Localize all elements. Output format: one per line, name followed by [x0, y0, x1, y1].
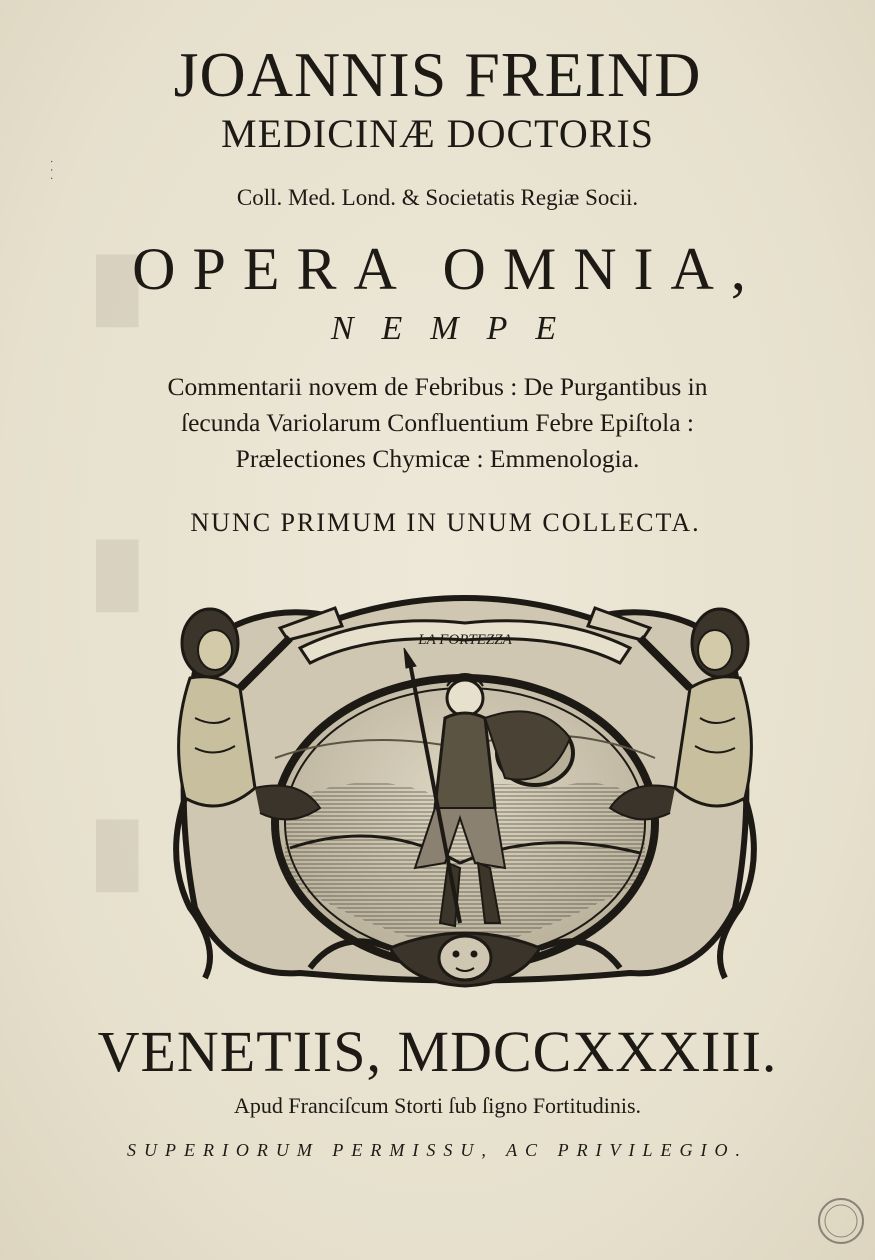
- contents-line-1: Commentarii novem de Febribus : De Purgantibus in: [167, 372, 708, 401]
- permission-line: SUPERIORUM PERMISSU, AC PRIVILEGIO.: [126, 1140, 749, 1160]
- library-stamp: [816, 1196, 866, 1246]
- printers-device-woodcut: [160, 578, 770, 988]
- bleed-through-initial: █: [96, 821, 139, 887]
- work-subtitle: NEMPE: [330, 310, 585, 347]
- collected-note: NUNC PRIMUM IN UNUM COLLECTA.: [190, 508, 701, 537]
- motto-ribbon-text: LA FORTEZZA: [418, 632, 512, 648]
- imprint-printer: Apud Franciſcum Storti ſub ſigno Fortitudinis.: [234, 1093, 641, 1118]
- contents-line-3: Prælectiones Chymicæ : Emmenologia.: [235, 444, 640, 473]
- margin-shelfmark: · · ·: [45, 160, 56, 181]
- author-affiliation: Coll. Med. Lond. & Societatis Regiæ Socii.: [236, 185, 639, 210]
- contents-line-2: ſecunda Variolarum Confluentium Febre Epiſtola :: [181, 408, 694, 437]
- imprint-place-year: VENETIIS, MDCCXXXIII.: [97, 1019, 778, 1084]
- author-degree: MEDICINÆ DOCTORIS: [221, 111, 654, 156]
- bleed-through-initial: █: [96, 541, 139, 607]
- bleed-through-initial: █: [96, 256, 139, 322]
- work-title: OPERA OMNIA,: [132, 236, 763, 302]
- author-name: JOANNIS FREIND: [173, 39, 702, 110]
